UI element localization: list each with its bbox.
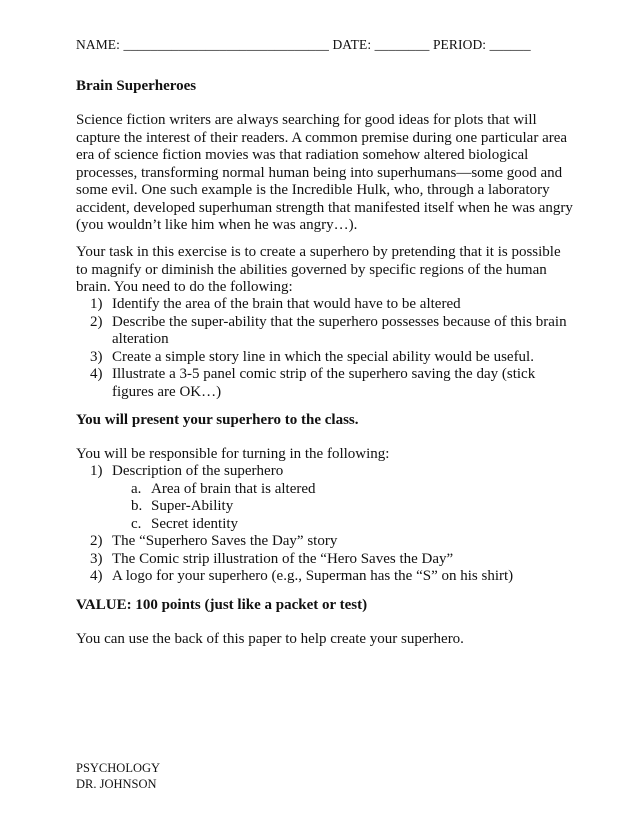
sub-list-text: Secret identity <box>151 515 239 532</box>
intro-line: (you wouldn’t like him when he was angry…). <box>76 217 358 233</box>
list-number: 2) <box>90 313 103 330</box>
list-item <box>76 296 576 314</box>
intro-line: some evil. One such example is the Incredible Hulk, who, through a laboratory <box>76 182 550 198</box>
list-number: 2) <box>90 533 103 549</box>
list-item-text: The Comic strip illustration of the “Hero Saves the Day” <box>112 550 454 567</box>
turnin-intro: You will be responsible for turning in the following: <box>76 446 390 462</box>
list-item <box>76 366 576 401</box>
sub-list-letter: c. <box>131 515 142 532</box>
footer <box>76 761 160 792</box>
list-number: 1) <box>90 296 103 312</box>
list-number: 4) <box>90 568 103 584</box>
student-info-header: NAME: ______________________________ DATE: ________ PERIOD: ______ <box>76 37 531 52</box>
task-line: brain. You need to do the following: <box>76 279 293 295</box>
list-number: 1) <box>90 463 103 479</box>
sub-list-letter: a. <box>131 480 142 497</box>
back-of-paper-note: You can use the back of this paper to help create your superhero. <box>76 631 464 647</box>
value-note: VALUE: 100 points (just like a packet or test) <box>76 597 368 613</box>
sub-list-item <box>76 516 576 534</box>
present-note: You will present your superhero to the class. <box>76 412 359 428</box>
list-item <box>76 533 576 551</box>
list-item-text: The “Superhero Saves the Day” story <box>112 533 338 549</box>
turnin-list <box>76 463 576 586</box>
list-number: 3) <box>90 550 103 567</box>
list-item-text: Create a simple story line in which the special ability would be useful. <box>112 348 534 365</box>
task-steps-list <box>76 296 576 401</box>
list-item-text: A logo for your superhero (e.g., Superman has the “S” on his shirt) <box>112 568 514 584</box>
sub-list-text: Super-Ability <box>151 498 234 514</box>
sub-list-letter: b. <box>131 498 143 514</box>
intro-paragraph <box>76 112 573 235</box>
intro-line: era of science fiction movies was that radiation somehow altered biological <box>76 147 529 163</box>
list-number: 3) <box>90 348 103 365</box>
list-item-text: Describe the super-ability that the superhero possesses because of this brain <box>112 313 567 330</box>
list-number: 4) <box>90 366 103 382</box>
worksheet-title: Brain Superheroes <box>76 78 197 94</box>
course-name: PSYCHOLOGY <box>76 761 161 775</box>
list-item-text: Illustrate a 3-5 panel comic strip of the superhero saving the day (stick <box>112 366 536 382</box>
list-item <box>76 349 576 367</box>
task-line: to magnify or diminish the abilities governed by specific regions of the human <box>76 261 547 278</box>
sub-list-text: Area of brain that is altered <box>151 480 316 497</box>
list-item-text: alteration <box>112 331 169 347</box>
sub-list-item <box>76 498 576 516</box>
list-item-text: Identify the area of the brain that would have to be altered <box>112 296 461 312</box>
intro-line: processes, transforming normal human being into superhumans—some good and <box>76 164 563 181</box>
list-item <box>76 551 576 569</box>
list-item <box>76 463 576 481</box>
sub-list-item <box>76 481 576 499</box>
teacher-name: DR. JOHNSON <box>76 776 157 791</box>
list-item-text: Description of the superhero <box>112 463 284 479</box>
list-item <box>76 314 576 349</box>
intro-line: Science fiction writers are always searching for good ideas for plots that will <box>76 112 537 128</box>
task-line: Your task in this exercise is to create a superhero by pretending that it is possible <box>76 244 561 260</box>
list-item <box>76 568 576 586</box>
intro-line: accident, developed superhuman strength that manifested itself when he was angry <box>76 199 573 216</box>
intro-line: capture the interest of their readers. A common premise during one particular area <box>76 129 568 146</box>
list-item-text: figures are OK…) <box>112 383 222 400</box>
task-paragraph <box>76 244 566 297</box>
